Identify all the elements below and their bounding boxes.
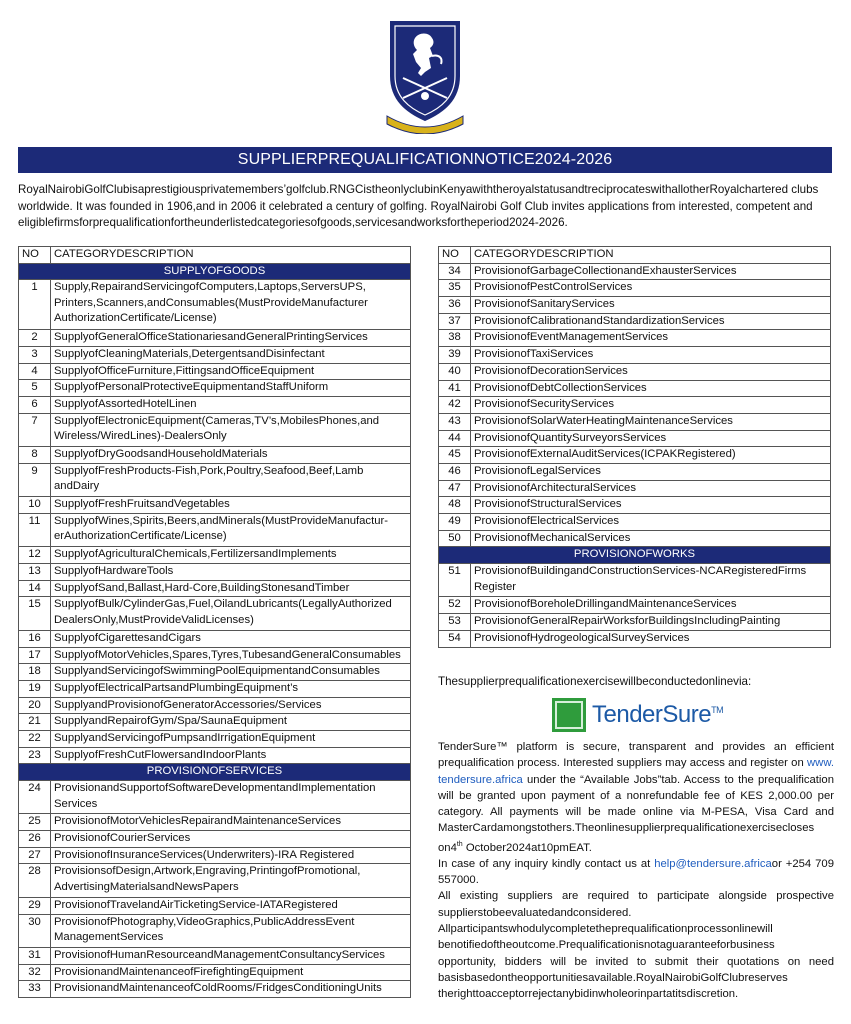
category-number: 25 <box>19 814 51 831</box>
category-description: ProvisionofStructuralServices <box>471 497 831 514</box>
category-description: SupplyofOfficeFurniture,FittingsandOfficeEquipment <box>51 363 411 380</box>
category-number: 42 <box>439 397 471 414</box>
category-description: SupplyandServicingofSwimmingPoolEquipmentandConsumables <box>51 664 411 681</box>
category-number: 7 <box>19 413 51 446</box>
table-row <box>439 280 831 297</box>
header-no: NO <box>19 247 51 264</box>
table-row <box>19 981 411 998</box>
tendersure-website-link[interactable]: www. tendersure.africa <box>438 757 834 786</box>
table-row <box>19 897 411 914</box>
category-description: SupplyofFreshProducts-Fish,Pork,Poultry,Seafood,Beef,Lamb andDairy <box>51 463 411 496</box>
table-row <box>439 330 831 347</box>
category-description: ProvisionofMechanicalServices <box>471 530 831 547</box>
table-row <box>19 463 411 496</box>
p1-text-b: under the “Available Jobs”tab. Access to the prequalification will be granted upon payment of a nonrefundable fee of KES 2,000.00 per category. All payments will be made online via M-PESA, Visa Card and MasterCardamongstothers.Theonlinesupplierprequalificationexercisecloses on4 <box>438 773 834 854</box>
table-row <box>439 363 831 380</box>
category-description: SupplyofBulk/CylinderGas,Fuel,OilandLubricants(LegallyAuthorized DealersOnly,MustProvideValidLicenses) <box>51 597 411 630</box>
category-number: 36 <box>439 297 471 314</box>
category-number: 43 <box>439 413 471 430</box>
categories-table-left <box>18 246 411 998</box>
category-description: SupplyofFreshFruitsandVegetables <box>51 497 411 514</box>
table-row <box>19 664 411 681</box>
category-description: ProvisionofSanitaryServices <box>471 297 831 314</box>
table-row <box>19 497 411 514</box>
table-row <box>19 964 411 981</box>
category-description: ProvisionandMaintenanceofColdRooms/FridgesConditioningUnits <box>51 981 411 998</box>
category-description: SupplyofWines,Spirits,Beers,andMinerals(MustProvideManufactur- erAuthorizationCertificate/License) <box>51 513 411 546</box>
category-number: 9 <box>19 463 51 496</box>
category-number: 49 <box>439 514 471 531</box>
category-number: 38 <box>439 330 471 347</box>
table-row <box>19 413 411 446</box>
table-row <box>19 647 411 664</box>
category-number: 54 <box>439 630 471 647</box>
category-description: SupplyofElectronicEquipment(Cameras,TV’s,MobilesPhones,and Wireless/WiredLines)-DealersOnly <box>51 413 411 446</box>
category-number: 6 <box>19 397 51 414</box>
p1-sup: th <box>456 840 463 848</box>
section-provision-of-works <box>439 547 831 564</box>
table-row <box>439 480 831 497</box>
table-header-row <box>439 247 831 264</box>
category-description: ProvisionofTravelandAirTicketingService-IATARegistered <box>51 897 411 914</box>
category-description: SupplyofCigarettesandCigars <box>51 630 411 647</box>
table-row <box>19 630 411 647</box>
category-number: 52 <box>439 597 471 614</box>
paragraph-contact <box>438 856 834 889</box>
header-category: CATEGORYDESCRIPTION <box>471 247 831 264</box>
category-number: 32 <box>19 964 51 981</box>
category-number: 22 <box>19 730 51 747</box>
table-row <box>439 397 831 414</box>
category-description: ProvisionofEventManagementServices <box>471 330 831 347</box>
header-category: CATEGORYDESCRIPTION <box>51 247 411 264</box>
table-row <box>19 597 411 630</box>
header-no: NO <box>439 247 471 264</box>
table-row <box>439 514 831 531</box>
category-description: SupplyofDryGoodsandHouseholdMaterials <box>51 447 411 464</box>
category-description: ProvisionofTaxiServices <box>471 347 831 364</box>
category-number: 1 <box>19 280 51 330</box>
table-row <box>19 547 411 564</box>
table-row <box>439 413 831 430</box>
table-row <box>19 363 411 380</box>
category-number: 34 <box>439 263 471 280</box>
category-description: SupplyofAgriculturalChemicals,FertilizersandImplements <box>51 547 411 564</box>
category-number: 4 <box>19 363 51 380</box>
tendersure-logo[interactable] <box>552 698 722 734</box>
table-row <box>439 347 831 364</box>
section-provision-of-services <box>19 764 411 781</box>
category-number: 17 <box>19 647 51 664</box>
category-description: SupplyandRepairofGym/Spa/SaunaEquipment <box>51 714 411 731</box>
table-row <box>19 714 411 731</box>
tendersure-mark-icon <box>552 698 586 732</box>
category-description: ProvisionsofDesign,Artwork,Engraving,PrintingofPromotional, AdvertisingMaterialsandNewsPapers <box>51 864 411 897</box>
category-number: 18 <box>19 664 51 681</box>
section-provision-of-services-label: PROVISIONOFSERVICES <box>19 764 411 781</box>
table-row <box>19 697 411 714</box>
tendersure-word-b: Sure <box>662 701 712 728</box>
table-row <box>439 447 831 464</box>
category-description: ProvisionofDecorationServices <box>471 363 831 380</box>
category-description: ProvisionofQuantitySurveyorsServices <box>471 430 831 447</box>
table-row <box>439 380 831 397</box>
section-provision-of-works-label: PROVISIONOFWORKS <box>439 547 831 564</box>
category-description: ProvisionofBoreholeDrillingandMaintenanceServices <box>471 597 831 614</box>
category-description: SupplyandProvisionofGeneratorAccessories/Services <box>51 697 411 714</box>
category-number: 2 <box>19 330 51 347</box>
table-row <box>19 747 411 764</box>
category-number: 29 <box>19 897 51 914</box>
category-number: 28 <box>19 864 51 897</box>
category-description: SupplyofMotorVehicles,Spares,Tyres,TubesandGeneralConsumables <box>51 647 411 664</box>
category-description: ProvisionofExternalAuditServices(ICPAKRegistered) <box>471 447 831 464</box>
table-row <box>19 580 411 597</box>
table-row <box>19 564 411 581</box>
category-description: SupplyofGeneralOfficeStationariesandGeneralPrintingServices <box>51 330 411 347</box>
paragraph-existing-suppliers: All existing suppliers are required to participate alongside prospective supplierstobeevaluatedandconsidered. <box>438 890 834 919</box>
table-row <box>439 313 831 330</box>
category-number: 33 <box>19 981 51 998</box>
table-row <box>439 430 831 447</box>
category-description: SupplyofFreshCutFlowersandIndoorPlants <box>51 747 411 764</box>
tendersure-tm: TM <box>711 705 724 715</box>
help-email-link[interactable]: help@tendersure.africa <box>654 857 772 870</box>
p1-text-c: October2024at10pmEAT. <box>462 841 592 854</box>
table-header-row <box>19 247 411 264</box>
category-number: 45 <box>439 447 471 464</box>
category-description: ProvisionofPestControlServices <box>471 280 831 297</box>
table-row <box>19 947 411 964</box>
category-number: 35 <box>439 280 471 297</box>
category-description: SupplyofHardwareTools <box>51 564 411 581</box>
category-description: ProvisionofCourierServices <box>51 831 411 848</box>
category-description: ProvisionandMaintenanceofFirefightingEquipment <box>51 964 411 981</box>
category-description: ProvisionofElectricalServices <box>471 514 831 531</box>
category-description: ProvisionofPhotography,VideoGraphics,PublicAddressEvent ManagementServices <box>51 914 411 947</box>
intro-paragraph: RoyalNairobiGolfClubisaprestigiousprivatemembers’golfclub.RNGCistheonlyclubinKenyawiththeroyalstatusandtreciprocateswithallotherRoyalchartered clubs worldwide. It was founded in 1906,and in 2006 it celebrated a century of golfing. RoyalNairobi Golf Club invites applications from interested, competent and eligiblefirmsforprequalificationfortheunderlistedcategoriesofgoods,servicesandworksfortheperiod2024-2026. <box>18 183 819 229</box>
category-description: ProvisionandSupportofSoftwareDevelopmentandImplementation Services <box>51 781 411 814</box>
table-row <box>19 864 411 897</box>
category-description: ProvisionofGarbageCollectionandExhausterServices <box>471 263 831 280</box>
category-number: 10 <box>19 497 51 514</box>
online-note: Thesupplierprequalificationexercisewillbeconductedonlinevia: <box>438 675 752 688</box>
category-description: ProvisionofDebtCollectionServices <box>471 380 831 397</box>
category-description: ProvisionofCalibrationandStandardizationServices <box>471 313 831 330</box>
category-description: SupplyofCleaningMaterials,DetergentsandDisinfectant <box>51 347 411 364</box>
category-number: 47 <box>439 480 471 497</box>
table-row <box>439 614 831 631</box>
table-row <box>439 597 831 614</box>
category-number: 51 <box>439 564 471 597</box>
tendersure-wordmark <box>592 701 723 729</box>
instructions-text <box>438 739 834 1003</box>
table-row <box>19 847 411 864</box>
table-row <box>19 781 411 814</box>
category-description: SupplyofAssortedHotelLinen <box>51 397 411 414</box>
table-row <box>19 831 411 848</box>
p2-text-b: or +254 709 557000. <box>438 857 834 887</box>
category-description: ProvisionofSolarWaterHeatingMaintenanceServices <box>471 413 831 430</box>
category-number: 48 <box>439 497 471 514</box>
category-number: 8 <box>19 447 51 464</box>
category-number: 37 <box>439 313 471 330</box>
category-description: SupplyofSand,Ballast,Hard-Core,BuildingStonesandTimber <box>51 580 411 597</box>
category-number: 41 <box>439 380 471 397</box>
category-number: 13 <box>19 564 51 581</box>
category-number: 40 <box>439 363 471 380</box>
category-number: 24 <box>19 781 51 814</box>
category-number: 16 <box>19 630 51 647</box>
category-number: 14 <box>19 580 51 597</box>
category-number: 21 <box>19 714 51 731</box>
category-number: 19 <box>19 680 51 697</box>
club-crest-logo <box>385 16 465 134</box>
table-row <box>439 263 831 280</box>
category-description: ProvisionofGeneralRepairWorksforBuildingsIncludingPainting <box>471 614 831 631</box>
category-number: 26 <box>19 831 51 848</box>
category-number: 53 <box>439 614 471 631</box>
categories-table-right <box>438 246 831 648</box>
category-description: ProvisionofInsuranceServices(Underwriters)-IRA Registered <box>51 847 411 864</box>
category-description: ProvisionofMotorVehiclesRepairandMaintenanceServices <box>51 814 411 831</box>
table-row <box>439 497 831 514</box>
table-row <box>19 730 411 747</box>
table-row <box>439 564 831 597</box>
category-description: ProvisionofBuildingandConstructionServices-NCARegisteredFirms Register <box>471 564 831 597</box>
section-supply-of-goods <box>19 263 411 280</box>
category-description: SupplyofElectricalPartsandPlumbingEquipment’s <box>51 680 411 697</box>
category-number: 20 <box>19 697 51 714</box>
category-number: 46 <box>439 463 471 480</box>
category-number: 3 <box>19 347 51 364</box>
table-row <box>19 914 411 947</box>
category-description: ProvisionofLegalServices <box>471 463 831 480</box>
category-description: ProvisionofHydrogeologicalSurveyServices <box>471 630 831 647</box>
category-number: 31 <box>19 947 51 964</box>
paragraph-platform <box>438 739 834 856</box>
category-number: 5 <box>19 380 51 397</box>
table-row <box>439 463 831 480</box>
category-number: 44 <box>439 430 471 447</box>
table-row <box>19 814 411 831</box>
paragraph-outcome: Allparticipantswhodulycompletetheprequalificationprocessonlinewill benotifiedoftheoutcome.Prequalificationisnotaguaranteeforbusiness opportunity, bidders will be invited to submit their quotations on need basisbasedontheopportunitiesavailable.RoyalNairobiGolfClubreserves therighttoacceptorrejectanybidinwholeorinpartatitsdiscretion. <box>438 923 834 1001</box>
table-row <box>19 680 411 697</box>
category-number: 27 <box>19 847 51 864</box>
table-row <box>19 330 411 347</box>
category-number: 15 <box>19 597 51 630</box>
table-row <box>439 297 831 314</box>
category-number: 12 <box>19 547 51 564</box>
category-number: 39 <box>439 347 471 364</box>
category-number: 30 <box>19 914 51 947</box>
table-row <box>19 397 411 414</box>
table-row <box>439 530 831 547</box>
category-description: Supply,RepairandServicingofComputers,Laptops,ServersUPS, Printers,Scanners,andConsumables(MustProvideManufacturer AuthorizationCertificate/License) <box>51 280 411 330</box>
category-description: SupplyandServicingofPumpsandIrrigationEquipment <box>51 730 411 747</box>
table-row <box>19 347 411 364</box>
category-description: SupplyofPersonalProtectiveEquipmentandStaffUniform <box>51 380 411 397</box>
p1-text-a: TenderSure™ platform is secure, transparent and provides an efficient prequalification process. Interested suppliers may access and register on <box>438 741 834 770</box>
table-row <box>19 513 411 546</box>
category-number: 11 <box>19 513 51 546</box>
notice-title-banner: SUPPLIERPREQUALIFICATIONNOTICE2024-2026 <box>18 147 832 173</box>
category-number: 23 <box>19 747 51 764</box>
category-description: ProvisionofHumanResourceandManagementConsultancyServices <box>51 947 411 964</box>
p2-text-a: In case of any inquiry kindly contact us at <box>438 857 655 870</box>
category-description: ProvisionofArchitecturalServices <box>471 480 831 497</box>
category-description: ProvisionofSecurityServices <box>471 397 831 414</box>
table-row <box>19 380 411 397</box>
section-supply-of-goods-label: SUPPLYOFGOODS <box>19 263 411 280</box>
table-row <box>439 630 831 647</box>
tendersure-word-a: Tender <box>592 701 663 728</box>
category-number: 50 <box>439 530 471 547</box>
table-row <box>19 280 411 330</box>
table-row <box>19 447 411 464</box>
